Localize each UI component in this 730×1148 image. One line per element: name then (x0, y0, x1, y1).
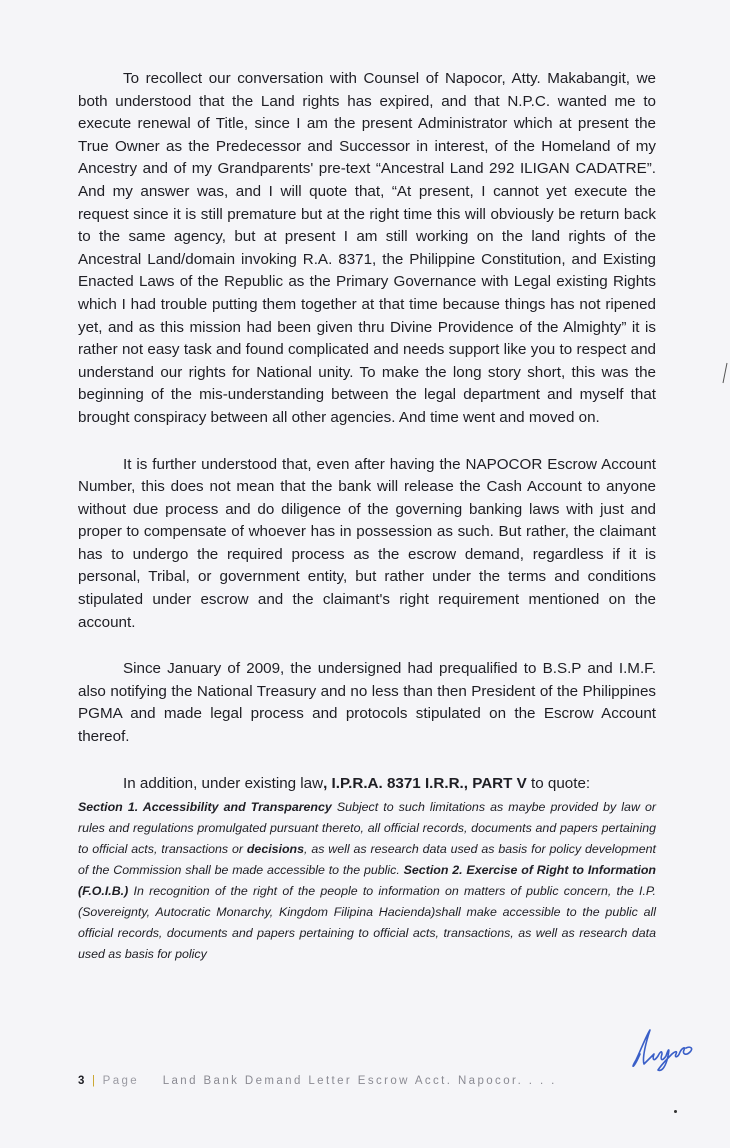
letter-body (78, 68, 656, 988)
paragraph-escrow-account: It is further understood that, even after having the NAPOCOR Escrow Account Number, this does not mean that the bank will release the Cash Account to anyone without due process and do diligence of the governing banking laws with just and proper to compensate of whoever has in possession as such. But rather, the claimant has to undergo the required process as the escrow demand, regardless if it is personal, Tribal, or government entity, but rather under the terms and conditions stipulated under escrow and the claimant's right requirement mentioned on the account. (78, 455, 656, 631)
margin-pen-mark (722, 362, 728, 384)
section-2-heading: Section 2. Exercise of Right to Information (F.O.I.B.) (78, 862, 656, 898)
paragraph-prequalification: Since January of 2009, the undersigned had prequalified to B.S.P and I.M.F. also notifying the National Treasury and no less than then President of the Philippines PGMA and made legal process and protocols stipulated on the Escrow Account thereof. (78, 660, 656, 746)
footer-separator: | (92, 1075, 96, 1087)
page-footer (78, 1075, 678, 1087)
section-1-heading: Section 1. Accessibility and Transparency (78, 800, 332, 815)
handwritten-initials-signature (628, 1024, 698, 1074)
paragraph-existing-law (78, 773, 656, 796)
law-intro-text: In addition, under existing law (123, 774, 324, 792)
law-quote-lead: to quote: (526, 774, 591, 792)
paragraph-conversation: To recollect our conversation with Counsel of Napocor, Atty. Makabangit, we both understood that the Land rights has expired, and that N.P.C. wanted me to execute renewal of Title, since I am the present Administrator which at present the True Owner as the Predecessor and Successor in interest, of the Homeland of my Ancestry and of my Grandparents' pre-text “Ancestral Land 292 ILIGAN CADATRE”. And my answer was, and I will quote that, “At present, I cannot yet execute the request since it is still premature but at the right time this will obviously be return back to the same agency, but at present I am still working on the land rights of the Ancestral Land/domain invoking R.A. 8371, the Philippine Constitution, and Existing Enacted Laws of the Republic as the Primary Governance with Legal existing Rights which I had trouble putting them together at that time because things has not ripened yet, and as this mission had been given thru Divine Providence of the Almighty” it is rather not easy task and found complicated and needs support like you to respect and understand our rights for National unity. To make the long story short, this was the beginning of the mis-understanding between the legal department and myself that brought conspiracy between all other agencies. And time went and moved on. (78, 70, 656, 426)
stray-dot (674, 1110, 677, 1113)
section-2-text: In recognition of the right of the people to information on matters of public concern, the I.P. (Sovereignty, Autocratic Monarchy, Kingdom Filipina Hacienda)shall make accessible to the public all official records, documents and papers pertaining to official acts, transactions, as well as research data used as basis for policy (78, 883, 656, 961)
law-reference: , I.P.R.A. 8371 I.R.R., PART V (323, 774, 527, 792)
section-1-text-b: , as well as research data used as basis for policy development of the Commission shall be made accessible to the public. (78, 842, 656, 877)
quoted-law-text (78, 797, 656, 964)
page-label: Page (102, 1075, 140, 1087)
page-number: 3 (78, 1075, 85, 1087)
section-1-text-a: Subject to such limitations as maybe provided by law or rules and regulations promulgated pursuant thereto, all official records, documents and papers pertaining to official acts, transactions or (78, 800, 656, 857)
decisions-emphasis: decisions (246, 842, 305, 857)
document-title: Land Bank Demand Letter Escrow Acct. Napocor. . . . (162, 1075, 557, 1087)
